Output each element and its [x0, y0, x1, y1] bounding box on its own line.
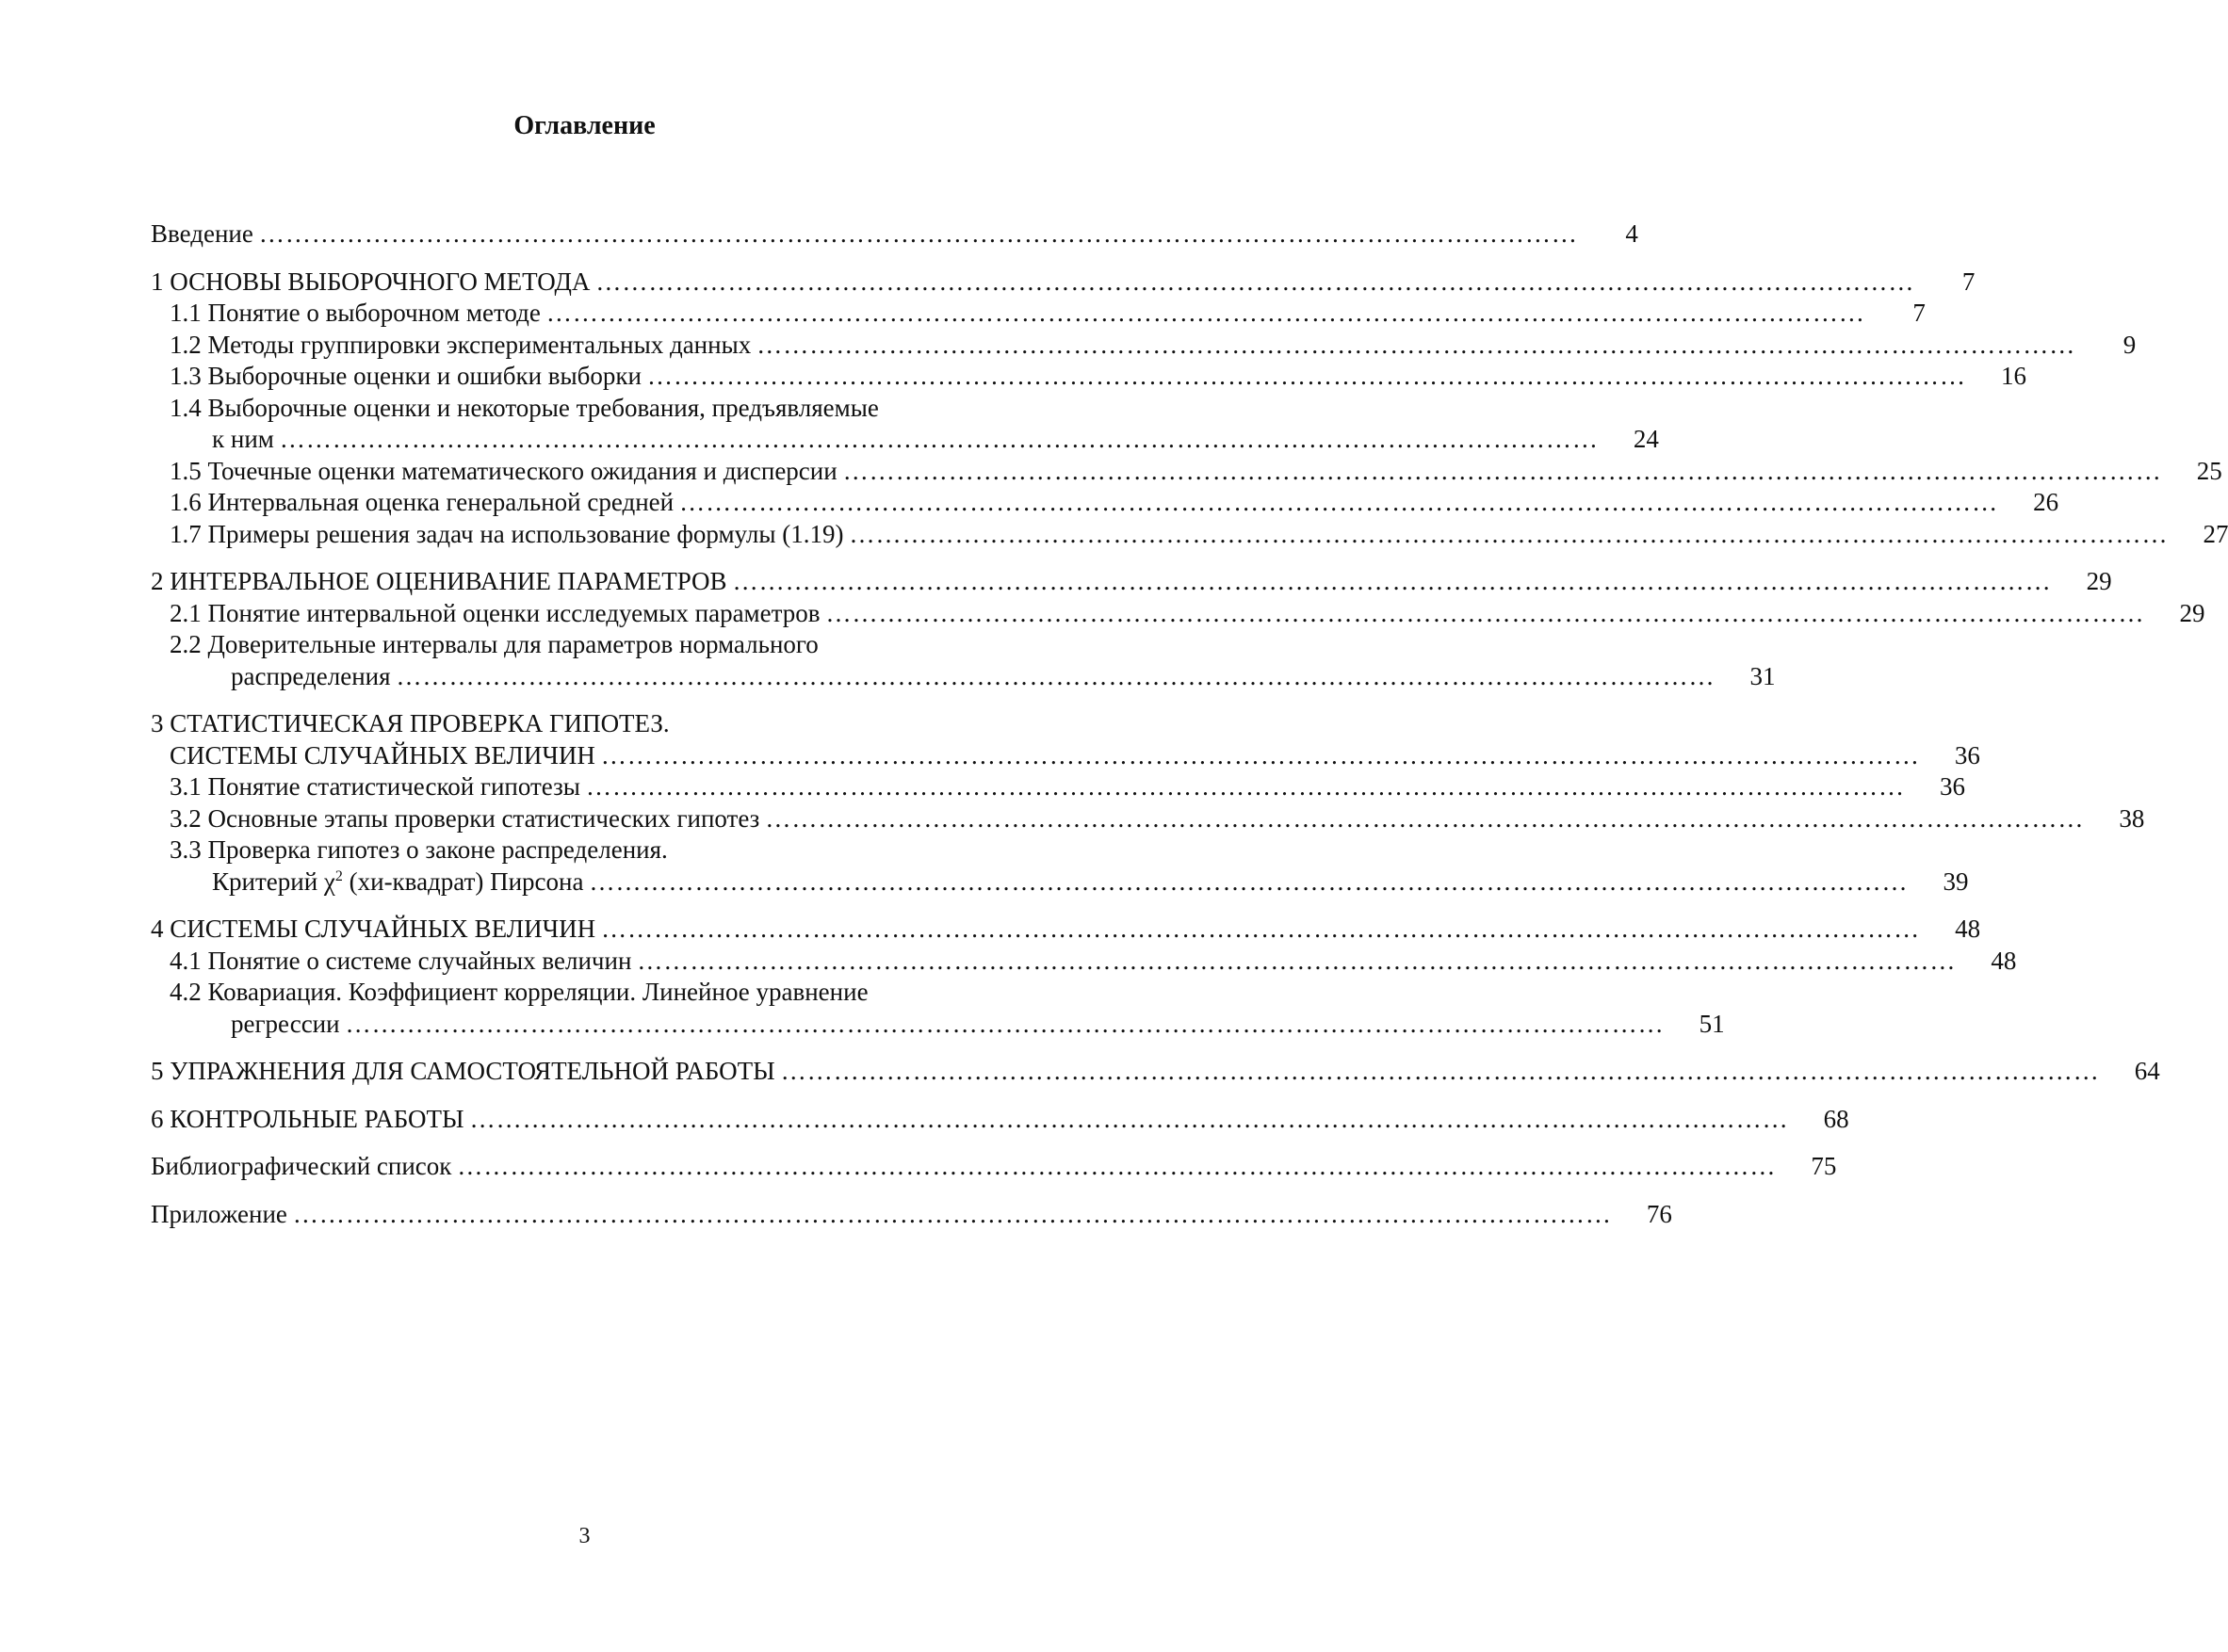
dot-leader: …………………………………………………………………………………………………………………………………… — [545, 299, 1865, 327]
toc-page-number: 64 — [2134, 1057, 2160, 1085]
toc-entry-section-4-1[interactable] — [151, 946, 2017, 978]
toc-page-number: 24 — [1633, 425, 1659, 453]
toc-entry-section-1-6[interactable] — [151, 487, 2059, 519]
toc-page-number: 25 — [2196, 456, 2222, 485]
toc-entry-title: 2 ИНТЕРВАЛЬНОЕ ОЦЕНИВАНИЕ ПАРАМЕТРОВ — [151, 567, 727, 595]
toc-page-number: 31 — [1749, 661, 1776, 690]
toc-entry-title: 1.4 Выборочные оценки и некоторые требования, предъявляемые — [170, 393, 879, 422]
toc-entry-section-1-3[interactable] — [151, 361, 2026, 393]
page-number: 3 — [578, 1524, 591, 1548]
toc-entry-title: 4.2 Ковариация. Коэффициент корреляции. Линейное уравнение — [170, 978, 869, 1006]
toc-entry-title: 1.6 Интервальная оценка генеральной средней — [170, 488, 675, 516]
dot-leader: …………………………………………………………………………………………………………………………………… — [756, 330, 2076, 359]
toc-entry-section-1-2[interactable] — [151, 330, 2137, 362]
toc-page-number: 36 — [1939, 772, 1965, 801]
toc-page-number: 27 — [2203, 519, 2228, 548]
toc-entry-title-continued: к ним — [212, 425, 274, 453]
dot-leader: …………………………………………………………………………………………………………………………………… — [292, 1199, 1612, 1228]
toc-entry-title: 3.3 Проверка гипотез о законе распределения. — [170, 835, 668, 864]
dot-leader: …………………………………………………………………………………………………………………………………… — [780, 1057, 2100, 1085]
dot-leader: …………………………………………………………………………………………………………………………………… — [601, 915, 1921, 943]
toc-entry-section-4-2[interactable] — [151, 977, 1725, 1040]
dot-leader: …………………………………………………………………………………………………………………………………… — [469, 1104, 1789, 1133]
toc-page-number: 29 — [2086, 567, 2112, 595]
toc-entry-chapter-2[interactable] — [151, 566, 2112, 598]
dot-leader: …………………………………………………………………………………………………………………………………… — [279, 425, 1599, 453]
toc-entry-title: 4 СИСТЕМЫ СЛУЧАЙНЫХ ВЕЛИЧИН — [151, 915, 596, 943]
toc-entry-chapter-3[interactable] — [151, 708, 1980, 771]
toc-entry-title: 3 СТАТИСТИЧЕСКАЯ ПРОВЕРКА ГИПОТЕЗ. — [151, 709, 670, 737]
toc-entry-section-1-4[interactable] — [151, 393, 1659, 456]
toc-entry-title: 1.7 Примеры решения задач на использование формулы (1.19) — [170, 519, 844, 548]
dot-leader: …………………………………………………………………………………………………………………………………… — [849, 519, 2169, 548]
toc-page-number: 4 — [1625, 219, 1638, 248]
toc-entry-title: 1.1 Понятие о выборочном методе — [170, 299, 541, 327]
toc-entry-title-continued: распределения — [231, 661, 391, 690]
toc-entry-section-1-5[interactable] — [151, 456, 2222, 488]
toc-entry-section-2-2[interactable] — [151, 629, 1776, 692]
toc-page-number: 26 — [2033, 488, 2059, 516]
toc-page-number: 75 — [1811, 1152, 1837, 1180]
toc-page-number: 76 — [1646, 1199, 1672, 1228]
toc-entry-title-continued: регрессии — [231, 1009, 340, 1038]
criterion-label-tail: (хи-квадрат) Пирсона — [342, 866, 584, 896]
dot-leader: …………………………………………………………………………………………………………………………………… — [842, 456, 2162, 485]
toc-entry-section-2-1[interactable] — [151, 598, 2205, 630]
dot-leader: …………………………………………………………………………………………………………………………………… — [825, 598, 2145, 627]
toc-entry-title: Библиографический список — [151, 1152, 452, 1180]
dot-leader: …………………………………………………………………………………………………………………………………… — [765, 803, 2085, 833]
toc-entry-section-1-1[interactable] — [151, 298, 1926, 330]
toc-entry-title: 1.5 Точечные оценки математического ожидания и дисперсии — [170, 456, 838, 485]
dot-leader: …………………………………………………………………………………………………………………………………… — [345, 1009, 1665, 1038]
toc-entry-title: Введение — [151, 219, 253, 248]
toc-page-number: 38 — [2119, 803, 2145, 833]
toc-page-number: 29 — [2179, 598, 2205, 627]
toc-page-number: 39 — [1943, 866, 1969, 896]
toc-entry-section-3-2[interactable] — [151, 803, 2145, 835]
toc-entry-chapter-1[interactable] — [151, 267, 1976, 299]
toc-entry-title: 6 КОНТРОЛЬНЫЕ РАБОТЫ — [151, 1104, 464, 1133]
page-title: Оглавление — [513, 111, 656, 140]
toc-entry-appendix[interactable] — [151, 1199, 1672, 1231]
toc-page-number: 7 — [1912, 299, 1926, 327]
toc-page-number: 48 — [1991, 946, 2017, 975]
dot-leader: …………………………………………………………………………………………………………………………………… — [457, 1152, 1777, 1180]
toc-entry-title: 2.2 Доверительные интервалы для параметров нормального — [170, 630, 819, 658]
toc-entry-title: 3.1 Понятие статистической гипотезы — [170, 772, 580, 801]
toc-entry-title: Приложение — [151, 1199, 287, 1228]
toc-page-number: 16 — [2000, 362, 2026, 390]
toc-page-number: 7 — [1961, 267, 1976, 296]
toc-entry-title: 2.1 Понятие интервальной оценки исследуемых параметров — [170, 598, 821, 627]
toc-entry-title-continued — [212, 866, 583, 899]
toc-entry-title: 5 УПРАЖНЕНИЯ ДЛЯ САМОСТОЯТЕЛЬНОЙ РАБОТЫ — [151, 1057, 775, 1085]
toc-entry-title: 1.2 Методы группировки экспериментальных данных — [170, 330, 752, 359]
toc-page-number: 36 — [1954, 740, 1980, 769]
toc-page-number: 48 — [1955, 915, 1981, 943]
toc-entry-title-continued: СИСТЕМЫ СЛУЧАЙНЫХ ВЕЛИЧИН — [170, 740, 595, 769]
dot-leader: …………………………………………………………………………………………………………………………………… — [258, 219, 1578, 248]
toc-entry-section-3-1[interactable] — [151, 771, 1965, 803]
toc-entry-section-1-7[interactable] — [151, 519, 2228, 551]
dot-leader: …………………………………………………………………………………………………………………………………… — [600, 740, 1920, 769]
toc-entry-section-3-3[interactable] — [151, 834, 1969, 898]
table-of-contents — [151, 219, 2228, 1230]
dot-leader: …………………………………………………………………………………………………………………………………… — [595, 267, 1915, 296]
toc-entry-chapter-5[interactable] — [151, 1056, 2160, 1088]
toc-page-number: 9 — [2122, 330, 2137, 359]
toc-entry-chapter-6[interactable] — [151, 1104, 1849, 1136]
toc-entry-title: 3.2 Основные этапы проверки статистических гипотез — [170, 803, 760, 833]
toc-entry-title: 4.1 Понятие о системе случайных величин — [170, 946, 632, 975]
dot-leader: …………………………………………………………………………………………………………………………………… — [396, 661, 1716, 690]
toc-page-number: 51 — [1699, 1009, 1725, 1038]
superscript-2: 2 — [334, 867, 343, 884]
toc-entry-bibliography[interactable] — [151, 1151, 1837, 1183]
toc-entry-chapter-4[interactable] — [151, 914, 1981, 946]
toc-entry-title: 1.3 Выборочные оценки и ошибки выборки — [170, 362, 642, 390]
dot-leader: …………………………………………………………………………………………………………………………………… — [679, 488, 1999, 516]
toc-entry-introduction[interactable] — [151, 219, 1638, 251]
toc-entry-title: 1 ОСНОВЫ ВЫБОРОЧНОГО МЕТОДА — [151, 267, 591, 296]
criterion-label: Критерий χ — [212, 866, 335, 896]
dot-leader: …………………………………………………………………………………………………………………………………… — [585, 772, 1905, 801]
dot-leader: …………………………………………………………………………………………………………………………………… — [646, 362, 1966, 390]
dot-leader: …………………………………………………………………………………………………………………………………… — [637, 946, 1957, 975]
dot-leader: …………………………………………………………………………………………………………………………………… — [732, 567, 2052, 595]
toc-page-number: 68 — [1823, 1104, 1849, 1133]
dot-leader: …………………………………………………………………………………………………………………………………… — [589, 866, 1909, 896]
